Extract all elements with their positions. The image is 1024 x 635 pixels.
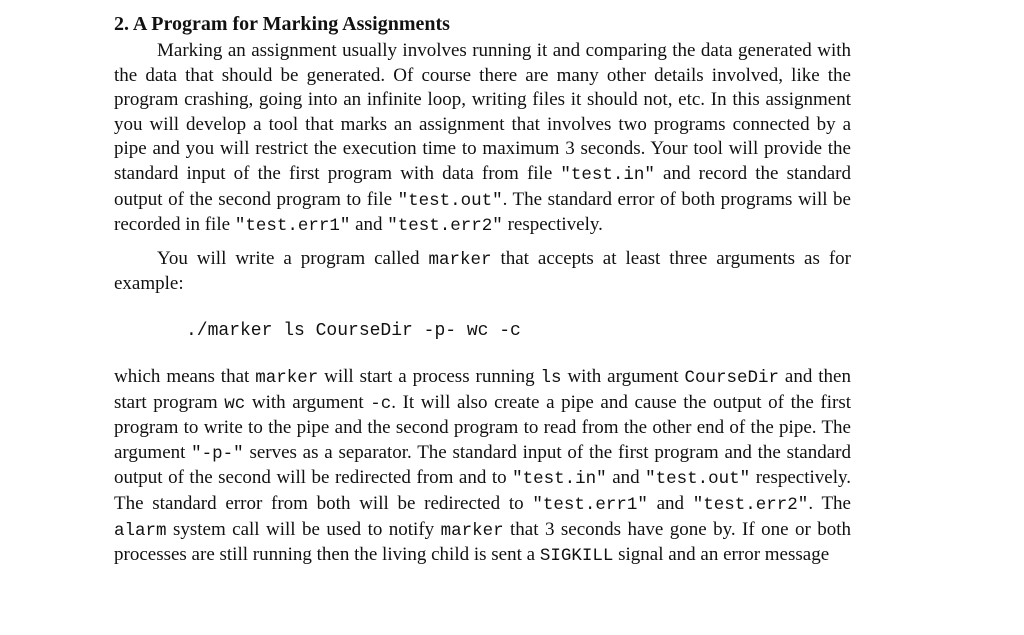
text-run: with argument bbox=[561, 365, 685, 387]
text-run: and record the standard output of the second program to file bbox=[114, 162, 851, 210]
text-run: You will write a program called bbox=[157, 247, 429, 269]
text-run: and bbox=[350, 214, 388, 236]
text-run: and bbox=[647, 492, 693, 514]
code-test-in: "test.in" bbox=[512, 469, 607, 490]
code-coursedir: CourseDir bbox=[684, 367, 780, 388]
text-run: . It will also create a pipe and cause the output of the first program to write to the pipe and the second program to read from the other end of the pipe. The argument bbox=[114, 391, 852, 463]
code-test-err1: "test.err1" bbox=[532, 494, 648, 515]
paragraph-explanation bbox=[114, 365, 851, 569]
text-run: respectively. The standard error from both will be redirected to bbox=[114, 467, 852, 514]
example-command: ./marker ls CourseDir -p- wc -c bbox=[186, 320, 521, 341]
code-test-err2: "test.err2" bbox=[692, 494, 809, 515]
code-dash-c: -c bbox=[370, 393, 392, 414]
code-ls: ls bbox=[540, 367, 562, 388]
code-test-err1: "test.err1" bbox=[234, 216, 351, 237]
code-alarm: alarm bbox=[114, 520, 167, 541]
section-title: 2. A Program for Marking Assignments bbox=[114, 13, 450, 35]
code-test-out: "test.out" bbox=[645, 469, 751, 490]
code-sigkill: SIGKILL bbox=[539, 546, 614, 567]
text-run: serves as a separator. The standard input of the first program and the standard output of the second will be redirected from and to bbox=[114, 441, 851, 489]
code-test-err2: "test.err2" bbox=[387, 216, 503, 237]
code-test-in: "test.in" bbox=[560, 164, 655, 185]
paragraph-intro bbox=[114, 39, 851, 239]
text-run: signal and an error message bbox=[613, 544, 830, 566]
code-wc: wc bbox=[224, 393, 246, 414]
code-marker: marker bbox=[428, 249, 492, 270]
text-run: with argument bbox=[245, 391, 371, 413]
document-page bbox=[114, 10, 851, 569]
text-run: . The bbox=[808, 492, 851, 514]
code-separator: "-p-" bbox=[191, 443, 244, 464]
text-run: will start a process running bbox=[318, 365, 541, 387]
text-run: respectively. bbox=[502, 214, 603, 236]
code-marker: marker bbox=[255, 367, 319, 388]
text-run: that accepts at least three arguments as for example: bbox=[114, 247, 851, 295]
code-marker: marker bbox=[440, 520, 504, 541]
code-test-out: "test.out" bbox=[397, 190, 503, 211]
text-run: and then start program bbox=[114, 365, 851, 413]
paragraph-program bbox=[114, 247, 851, 297]
text-run: that 3 seconds have gone by. If one or both processes are still running then the living child is sent a bbox=[114, 518, 851, 566]
text-run: and bbox=[606, 467, 646, 489]
text-run: . The standard error of both programs will be recorded in file bbox=[114, 188, 851, 236]
text-run: Marking an assignment usually involves running it and comparing the data generated with the data that should be generated. Of course there are many other details involved, like the program crashing, going into an infinite loop, writing files it should not, etc. In this assignment you will develop a tool that marks an assignment that involves two programs connected by a pipe and you will restrict the execution time to maximum 3 seconds. Your tool will provide the standard input of the first program with data from file bbox=[114, 40, 851, 184]
text-run: which means that bbox=[114, 365, 256, 387]
text-run: system call will be used to notify bbox=[166, 518, 441, 540]
